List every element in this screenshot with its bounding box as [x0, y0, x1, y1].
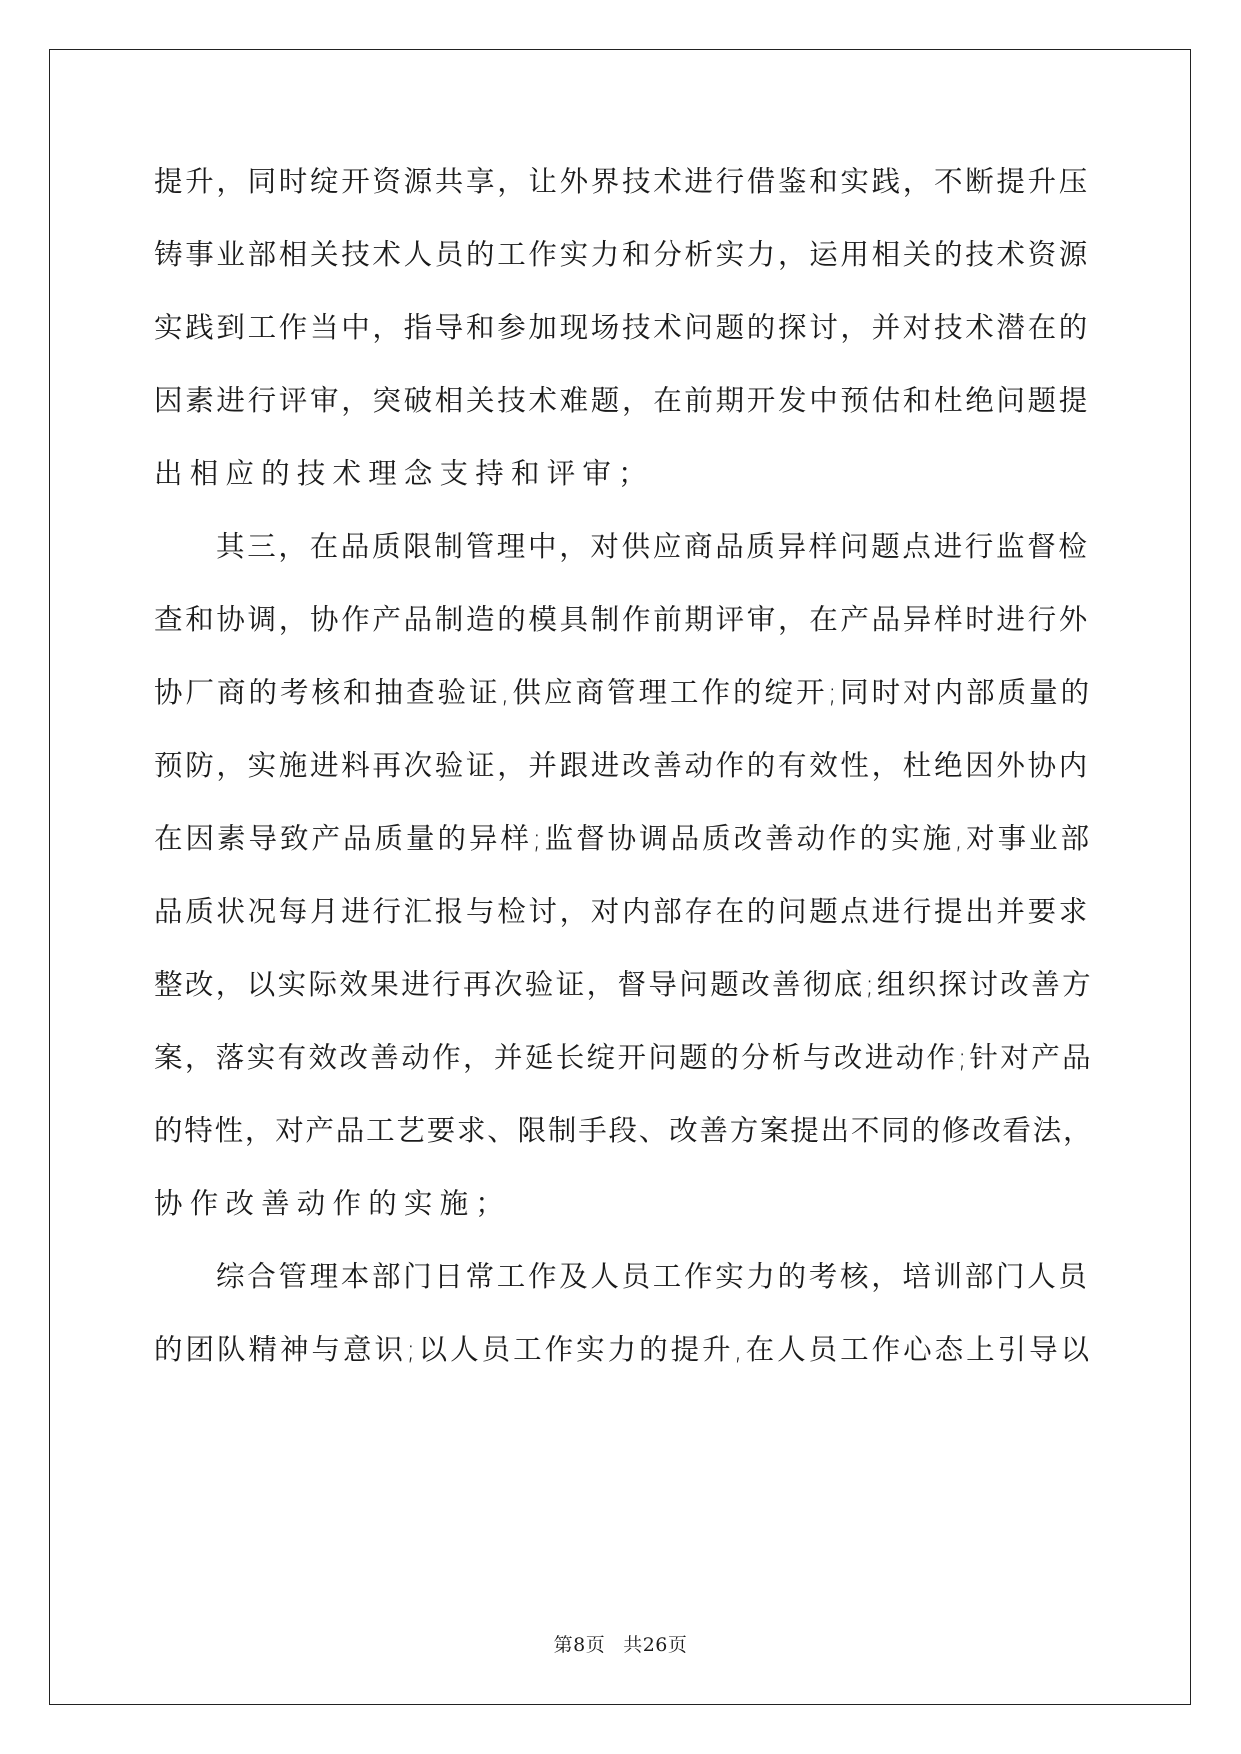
- text-line: 预防，实施进料再次验证，并跟进改善动作的有效性，杜绝因外协内: [154, 749, 1091, 782]
- paragraph-start-line: 其三，在品质限制管理中，对供应商品质异样问题点进行监督检: [216, 530, 1090, 563]
- text-line: 协作改善动作的实施；: [154, 1187, 512, 1220]
- text-line: 因素进行评审，突破相关技术难题，在前期开发中预估和杜绝问题提: [154, 384, 1091, 417]
- text-line: 案，落实有效改善动作，并延长绽开问题的分析与改进动作;针对产品: [154, 1041, 1094, 1074]
- text-line: 在因素导致产品质量的异样;监督协调品质改善动作的实施,对事业部: [154, 822, 1093, 855]
- page-number: 第8页: [553, 1634, 606, 1656]
- page-footer: [0, 1630, 1241, 1657]
- text-line: 品质状况每月进行汇报与检讨，对内部存在的问题点进行提出并要求: [154, 895, 1091, 928]
- page-border: [49, 49, 1191, 1705]
- text-line: 的团队精神与意识;以人员工作实力的提升,在人员工作心态上引导以: [154, 1333, 1093, 1366]
- text-line: 整改，以实际效果进行再次验证，督导问题改善彻底;组织探讨改善方: [154, 968, 1094, 1001]
- text-line: 的特性，对产品工艺要求、限制手段、改善方案提出不同的修改看法，: [154, 1114, 1094, 1147]
- page-total: 共26页: [623, 1634, 688, 1656]
- text-line: 实践到工作当中，指导和参加现场技术问题的探讨，并对技术潜在的: [154, 311, 1091, 344]
- text-line: 协厂商的考核和抽查验证,供应商管理工作的绽开;同时对内部质量的: [154, 676, 1093, 709]
- text-line: 查和协调，协作产品制造的模具制作前期评审，在产品异样时进行外: [154, 603, 1091, 636]
- text-line: 提升，同时绽开资源共享，让外界技术进行借鉴和实践，不断提升压: [154, 165, 1091, 198]
- paragraph-start-line: 综合管理本部门日常工作及人员工作实力的考核，培训部门人员: [216, 1260, 1090, 1293]
- text-line: 出相应的技术理念支持和评审；: [154, 457, 654, 490]
- text-line: 铸事业部相关技术人员的工作实力和分析实力，运用相关的技术资源: [154, 238, 1091, 271]
